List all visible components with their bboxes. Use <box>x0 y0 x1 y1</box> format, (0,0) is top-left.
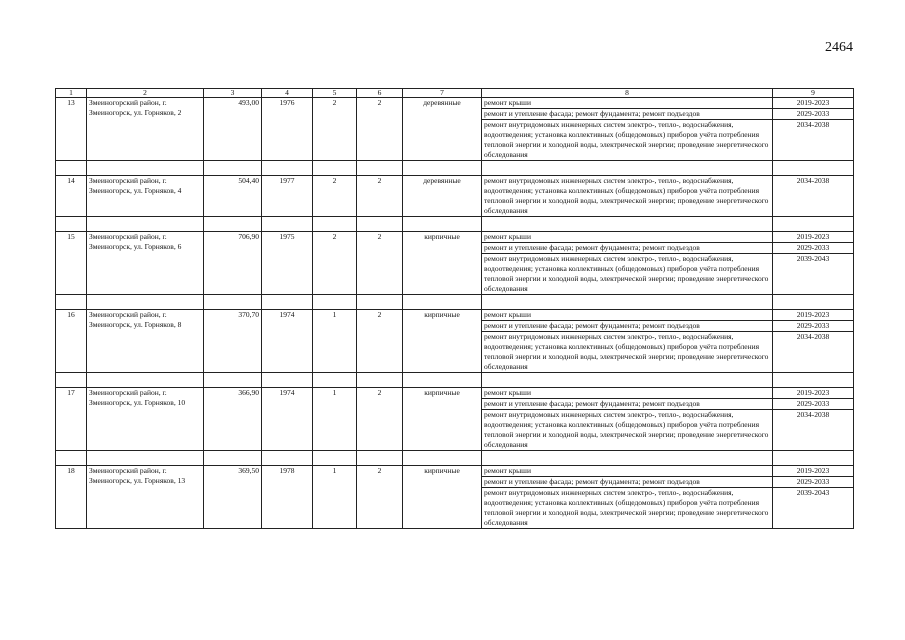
repair-period: 2029-2033 <box>773 321 854 332</box>
repair-period: 2034-2038 <box>773 176 854 217</box>
spacer-cell <box>262 161 313 176</box>
spacer-cell <box>357 161 403 176</box>
column-number-row <box>56 89 854 98</box>
repair-period: 2039-2043 <box>773 488 854 529</box>
spacer-cell <box>403 295 482 310</box>
repair-works: ремонт крыши <box>482 232 773 243</box>
row-number: 18 <box>56 466 87 529</box>
spacer-cell <box>403 161 482 176</box>
building-address: Змеиногорский район, г. Змеиногорск, ул. Горняков, 4 <box>87 176 204 217</box>
total-area: 370,70 <box>204 310 262 373</box>
spacer-cell <box>403 373 482 388</box>
year-built: 1977 <box>262 176 313 217</box>
spacer-cell <box>56 295 87 310</box>
repair-works: ремонт внутридомовых инженерных систем электро-, тепло-, водоснабжения, водоотведения; установка коллективных (общедомовых) приборов учёта потребления тепловой энергии и холодной воды, электрической энергии; проведение энергетического обследования <box>482 332 773 373</box>
year-built: 1974 <box>262 310 313 373</box>
spacer-cell <box>87 451 204 466</box>
column-number-cell: 5 <box>313 89 357 98</box>
column-number-cell: 1 <box>56 89 87 98</box>
column-number-cell: 6 <box>357 89 403 98</box>
column-5-value: 1 <box>313 310 357 373</box>
spacer-cell <box>482 217 773 232</box>
column-6-value: 2 <box>357 232 403 295</box>
table-row <box>56 388 854 399</box>
row-number: 16 <box>56 310 87 373</box>
repair-works: ремонт крыши <box>482 466 773 477</box>
row-spacer <box>56 373 854 388</box>
wall-material: кирпичные <box>403 310 482 373</box>
repair-works: ремонт внутридомовых инженерных систем электро-, тепло-, водоснабжения, водоотведения; установка коллективных (общедомовых) приборов учёта потребления тепловой энергии и холодной воды, электрической энергии; проведение энергетического обследования <box>482 176 773 217</box>
spacer-cell <box>56 373 87 388</box>
spacer-cell <box>204 161 262 176</box>
wall-material: деревянные <box>403 176 482 217</box>
column-5-value: 1 <box>313 466 357 529</box>
column-number-cell: 8 <box>482 89 773 98</box>
row-number: 17 <box>56 388 87 451</box>
column-6-value: 2 <box>357 466 403 529</box>
row-number: 14 <box>56 176 87 217</box>
spacer-cell <box>262 217 313 232</box>
spacer-cell <box>403 451 482 466</box>
repair-period: 2019-2023 <box>773 232 854 243</box>
column-6-value: 2 <box>357 388 403 451</box>
table-row <box>56 232 854 243</box>
repair-period: 2019-2023 <box>773 466 854 477</box>
total-area: 369,50 <box>204 466 262 529</box>
building-address: Змеиногорский район, г. Змеиногорск, ул. Горняков, 13 <box>87 466 204 529</box>
row-spacer <box>56 161 854 176</box>
spacer-cell <box>313 161 357 176</box>
spacer-cell <box>56 451 87 466</box>
repair-period: 2029-2033 <box>773 243 854 254</box>
spacer-cell <box>357 373 403 388</box>
wall-material: деревянные <box>403 98 482 161</box>
column-5-value: 2 <box>313 98 357 161</box>
wall-material: кирпичные <box>403 466 482 529</box>
year-built: 1975 <box>262 232 313 295</box>
table-row <box>56 98 854 109</box>
row-spacer <box>56 295 854 310</box>
building-address: Змеиногорский район, г. Змеиногорск, ул. Горняков, 8 <box>87 310 204 373</box>
column-5-value: 1 <box>313 388 357 451</box>
table-row <box>56 176 854 217</box>
repair-works: ремонт внутридомовых инженерных систем электро-, тепло-, водоснабжения, водоотведения; установка коллективных (общедомовых) приборов учёта потребления тепловой энергии и холодной воды, электрической энергии; проведение энергетического обследования <box>482 254 773 295</box>
wall-material: кирпичные <box>403 388 482 451</box>
spacer-cell <box>262 295 313 310</box>
spacer-cell <box>482 373 773 388</box>
repair-works: ремонт и утепление фасада; ремонт фундамента; ремонт подъездов <box>482 399 773 410</box>
spacer-cell <box>313 451 357 466</box>
total-area: 493,00 <box>204 98 262 161</box>
repair-period: 2034-2038 <box>773 332 854 373</box>
spacer-cell <box>262 451 313 466</box>
repair-period: 2029-2033 <box>773 477 854 488</box>
repair-works: ремонт и утепление фасада; ремонт фундамента; ремонт подъездов <box>482 477 773 488</box>
spacer-cell <box>87 295 204 310</box>
repair-works: ремонт крыши <box>482 310 773 321</box>
repair-works: ремонт крыши <box>482 388 773 399</box>
total-area: 366,90 <box>204 388 262 451</box>
building-address: Змеиногорский район, г. Змеиногорск, ул. Горняков, 10 <box>87 388 204 451</box>
table-row <box>56 310 854 321</box>
total-area: 504,40 <box>204 176 262 217</box>
spacer-cell <box>313 373 357 388</box>
row-number: 13 <box>56 98 87 161</box>
table-row <box>56 466 854 477</box>
column-5-value: 2 <box>313 176 357 217</box>
repair-works: ремонт и утепление фасада; ремонт фундамента; ремонт подъездов <box>482 321 773 332</box>
spacer-cell <box>262 373 313 388</box>
spacer-cell <box>313 295 357 310</box>
repair-works: ремонт внутридомовых инженерных систем электро-, тепло-, водоснабжения, водоотведения; установка коллективных (общедомовых) приборов учёта потребления тепловой энергии и холодной воды, электрической энергии; проведение энергетического обследования <box>482 120 773 161</box>
year-built: 1974 <box>262 388 313 451</box>
spacer-cell <box>357 295 403 310</box>
row-spacer <box>56 217 854 232</box>
spacer-cell <box>773 217 854 232</box>
total-area: 706,90 <box>204 232 262 295</box>
building-address: Змеиногорский район, г. Змеиногорск, ул. Горняков, 6 <box>87 232 204 295</box>
spacer-cell <box>313 217 357 232</box>
repair-period: 2034-2038 <box>773 410 854 451</box>
spacer-cell <box>482 451 773 466</box>
row-spacer <box>56 451 854 466</box>
column-5-value: 2 <box>313 232 357 295</box>
repair-period: 2039-2043 <box>773 254 854 295</box>
year-built: 1976 <box>262 98 313 161</box>
column-number-cell: 9 <box>773 89 854 98</box>
column-6-value: 2 <box>357 176 403 217</box>
repair-period: 2034-2038 <box>773 120 854 161</box>
spacer-cell <box>773 295 854 310</box>
building-address: Змеиногорский район, г. Змеиногорск, ул. Горняков, 2 <box>87 98 204 161</box>
spacer-cell <box>773 373 854 388</box>
repair-period: 2019-2023 <box>773 388 854 399</box>
column-number-cell: 4 <box>262 89 313 98</box>
column-number-cell: 3 <box>204 89 262 98</box>
page-number: 2464 <box>825 40 853 55</box>
year-built: 1978 <box>262 466 313 529</box>
spacer-cell <box>87 217 204 232</box>
spacer-cell <box>403 217 482 232</box>
column-number-cell: 2 <box>87 89 204 98</box>
spacer-cell <box>204 451 262 466</box>
repair-period: 2029-2033 <box>773 399 854 410</box>
repair-works: ремонт и утепление фасада; ремонт фундамента; ремонт подъездов <box>482 109 773 120</box>
row-number: 15 <box>56 232 87 295</box>
spacer-cell <box>87 373 204 388</box>
repair-period: 2019-2023 <box>773 98 854 109</box>
spacer-cell <box>773 451 854 466</box>
spacer-cell <box>357 217 403 232</box>
spacer-cell <box>482 161 773 176</box>
spacer-cell <box>204 295 262 310</box>
spacer-cell <box>56 217 87 232</box>
spacer-cell <box>482 295 773 310</box>
register-table <box>55 88 854 529</box>
spacer-cell <box>204 217 262 232</box>
repair-works: ремонт внутридомовых инженерных систем электро-, тепло-, водоснабжения, водоотведения; установка коллективных (общедомовых) приборов учёта потребления тепловой энергии и холодной воды, электрической энергии; проведение энергетического обследования <box>482 488 773 529</box>
repair-works: ремонт и утепление фасада; ремонт фундамента; ремонт подъездов <box>482 243 773 254</box>
repair-period: 2019-2023 <box>773 310 854 321</box>
spacer-cell <box>357 451 403 466</box>
repair-period: 2029-2033 <box>773 109 854 120</box>
repair-works: ремонт внутридомовых инженерных систем электро-, тепло-, водоснабжения, водоотведения; установка коллективных (общедомовых) приборов учёта потребления тепловой энергии и холодной воды, электрической энергии; проведение энергетического обследования <box>482 410 773 451</box>
repair-works: ремонт крыши <box>482 98 773 109</box>
spacer-cell <box>87 161 204 176</box>
spacer-cell <box>773 161 854 176</box>
column-number-cell: 7 <box>403 89 482 98</box>
column-6-value: 2 <box>357 98 403 161</box>
spacer-cell <box>204 373 262 388</box>
column-6-value: 2 <box>357 310 403 373</box>
wall-material: кирпичные <box>403 232 482 295</box>
spacer-cell <box>56 161 87 176</box>
